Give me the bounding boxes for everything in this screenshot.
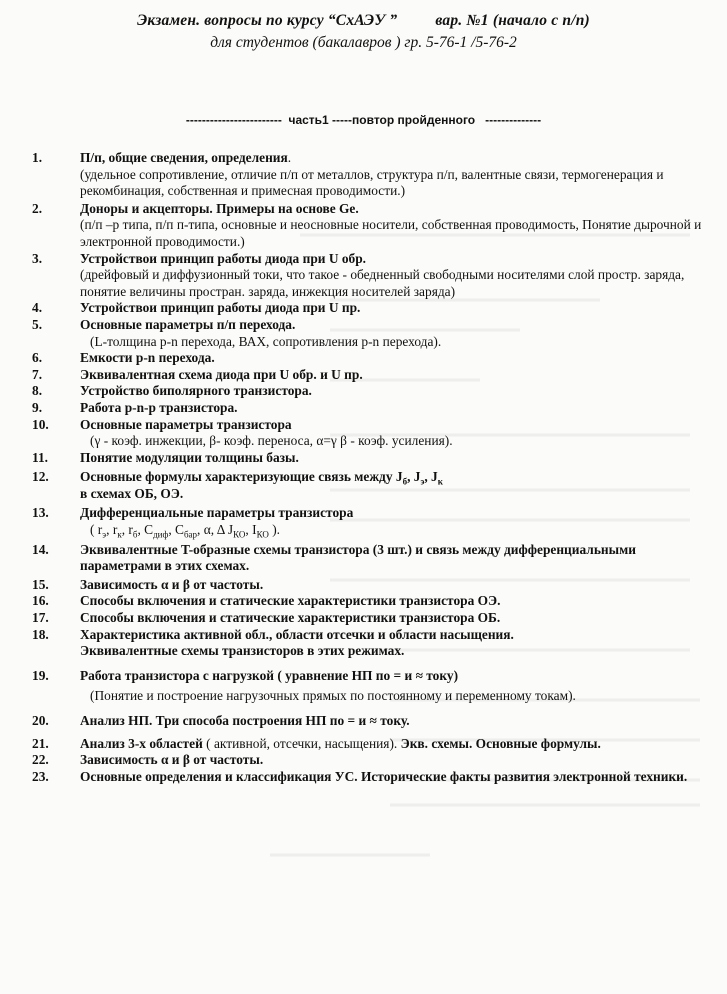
question-number: 12. [32, 469, 49, 485]
subscript: к [437, 476, 443, 487]
title-part: Анализ 3-х областей [80, 735, 203, 751]
question-title: Эквивалентная схема диода при U обр. и U пр. [80, 366, 363, 382]
subscript: КО [233, 529, 246, 540]
question-title: Характеристика активной обл., области отсечки и области насыщения. [80, 626, 514, 642]
question-title: Эквивалентные T-образные схемы транзистора (3 шт.) и связь между дифференциальными параметрами в этих схемах. [80, 541, 636, 574]
question-title: Устройствои принцип работы диода при U пр. [80, 300, 361, 316]
question-title-tail: . [287, 150, 292, 165]
subscript: э [420, 476, 425, 487]
question-title: Анализ НП. Три способа построения НП по = и ≈ току. [80, 713, 410, 728]
question-item-10 [32, 417, 712, 450]
note-part: , C [168, 522, 184, 538]
question-title: Дифференциальные параметры транзистора [80, 505, 354, 521]
question-number: 10. [32, 416, 49, 432]
question-title: Основные определения и классификация УС. Исторические факты развития электронной техники. [80, 768, 688, 784]
subscript: бар [183, 529, 198, 540]
question-title-line2: в схемах ОБ, ОЭ. [80, 485, 184, 501]
subscript: КО [256, 529, 269, 540]
document-title [0, 12, 727, 30]
title-part: Основные формулы характеризующие связь между J [80, 469, 403, 485]
question-title: Емкости p-n перехода. [80, 350, 215, 366]
question-number: 5. [32, 316, 43, 332]
subscript: б [132, 529, 138, 540]
question-number: 18. [32, 626, 49, 642]
question-item-14 [32, 542, 712, 575]
question-item-20 [32, 713, 712, 730]
note-part: , C [137, 522, 154, 538]
question-number: 4. [32, 300, 43, 316]
question-note: (дрейфовый и диффузионный токи, что такое - обедненный свободными носителями слой простр. заряда, понятие величины простран. заряда, инжекция носителей заряда) [80, 267, 685, 299]
question-item-13 [32, 505, 712, 538]
question-title: Способы включения и статические характеристики транзистора ОЭ. [80, 593, 501, 609]
question-title: Работа транзистора с нагрузкой ( уравнение НП по = и ≈ току) [80, 667, 459, 683]
title-variant: вар. №1 (начало с п/п) [435, 12, 590, 29]
question-title: Доноры и акцепторы. Примеры на основе Ge. [80, 200, 359, 216]
note-part: , α, Δ J [197, 522, 234, 538]
question-item-1 [32, 150, 712, 200]
question-number: 2. [32, 200, 43, 216]
title-part: , J [407, 469, 421, 485]
question-number: 8. [32, 383, 43, 399]
question-title [80, 736, 712, 753]
question-number: 6. [32, 350, 43, 366]
question-title: Устройствои принцип работы диода при U обр. [80, 250, 367, 266]
question-item-19 [32, 668, 712, 705]
title-note: ( активной, отсечки, насыщения). [202, 735, 401, 751]
question-number: 14. [32, 541, 49, 557]
question-item-3 [32, 251, 712, 301]
question-item-7 [32, 367, 712, 384]
question-title: П/п, общие сведения, определения [80, 150, 288, 165]
question-number: 17. [32, 610, 49, 626]
question-note: (L-толщина p-n перехода, ВАХ, сопротивления p-n перехода). [90, 333, 442, 349]
question-item-21 [32, 736, 712, 753]
question-item-11 [32, 450, 712, 467]
note-part: ). [268, 522, 281, 538]
question-number: 22. [32, 752, 49, 768]
part-heading: ------------------------ часть1 -----повтор пройденного -------------- [185, 113, 542, 127]
question-title: Основные параметры п/п перехода. [80, 316, 296, 332]
question-item-6 [32, 350, 712, 367]
title-part: Экв. схемы. Основные формулы. [400, 735, 601, 751]
question-title: Зависимость α и β от частоты. [80, 752, 264, 768]
subscript: б [402, 476, 408, 487]
question-title: Устройство биполярного транзистора. [80, 383, 312, 399]
question-title: Основные параметры транзистора [80, 416, 292, 432]
note-part: , I [245, 522, 257, 538]
question-note: (п/п –р типа, п/п п-типа, основные и неосновные носители, собственная проводимость, Понятие дырочной и электронной проводимости.) [80, 217, 702, 249]
question-note [80, 522, 712, 539]
question-title [80, 469, 712, 486]
title-part: , J [424, 469, 438, 485]
question-item-8 [32, 383, 712, 400]
question-title: Понятие модуляции толщины базы. [80, 449, 299, 465]
question-item-4 [32, 300, 712, 317]
question-number: 3. [32, 250, 43, 266]
question-note: (γ - коэф. инжекции, β- коэф. переноса, α=γ β - коэф. усиления). [90, 433, 453, 449]
question-number: 7. [32, 366, 43, 382]
question-extra: Эквивалентные схемы транзисторов в этих режимах. [80, 643, 405, 659]
question-item-5 [32, 317, 712, 350]
question-item-17 [32, 610, 712, 627]
question-number: 19. [32, 667, 49, 683]
question-number: 9. [32, 399, 43, 415]
question-list [32, 150, 712, 785]
question-item-23 [32, 769, 712, 786]
question-item-16 [32, 593, 712, 610]
question-number: 11. [32, 449, 48, 465]
subscript: к [117, 529, 122, 540]
question-title: Зависимость α и β от частоты. [80, 576, 264, 592]
question-note: (Понятие и построение нагрузочных прямых по постоянному и переменному токам). [90, 688, 576, 704]
question-number: 1. [32, 150, 43, 165]
question-title: Способы включения и статические характеристики транзистора ОБ. [80, 610, 501, 626]
question-note: (удельное сопротивление, отличие п/п от металлов, структура п/п, валентные связи, термогенерация и рекомбинация, собственная и примесная проводимости.) [80, 166, 664, 199]
question-item-2 [32, 201, 712, 251]
question-number: 13. [32, 505, 49, 521]
title-main: Экзамен. вопросы по курсу “СхАЭУ ” [137, 12, 398, 29]
question-number: 21. [32, 735, 49, 751]
question-item-22 [32, 752, 712, 769]
question-item-9 [32, 400, 712, 417]
document-subtitle: для студентов (бакалавров ) гр. 5-76-1 /5-76-2 [210, 34, 517, 51]
question-title: Работа p-n-p транзистора. [80, 399, 238, 415]
question-number: 15. [32, 576, 49, 592]
question-number: 23. [32, 768, 49, 784]
subscript: э [102, 529, 107, 540]
subscript: диф [153, 529, 169, 540]
question-number: 20. [32, 713, 49, 728]
note-part: , r [106, 522, 118, 538]
question-item-15 [32, 577, 712, 594]
question-item-12 [32, 469, 712, 502]
note-part: , r [121, 522, 133, 538]
question-number: 16. [32, 593, 49, 609]
note-part: ( r [90, 522, 103, 538]
question-item-18 [32, 627, 712, 660]
